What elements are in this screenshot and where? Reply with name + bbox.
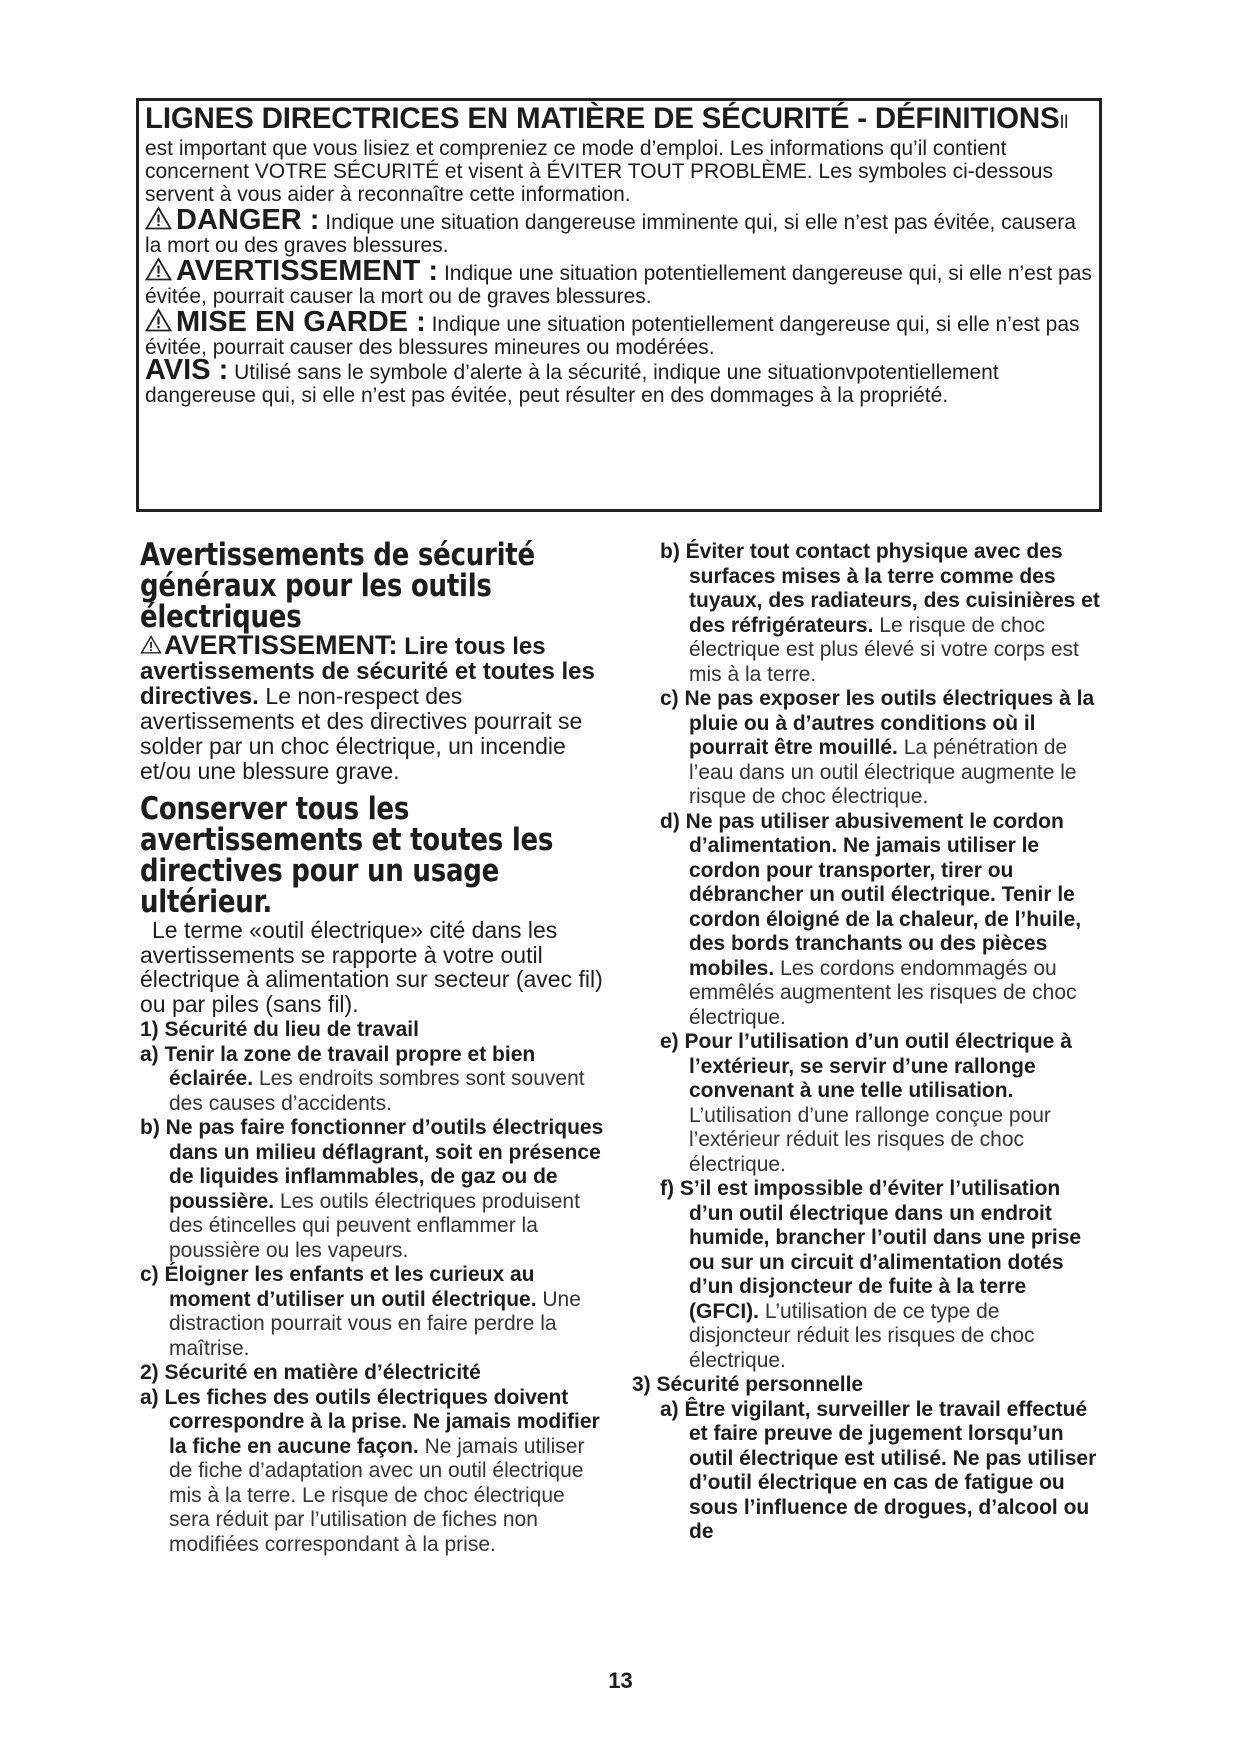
warning-triangle-icon xyxy=(145,206,172,230)
warning-triangle-icon xyxy=(145,257,172,281)
rule-1a xyxy=(140,1043,610,1117)
section-electrical-title: 2) Sécurité en matière d’électricité xyxy=(140,1361,481,1384)
definitions-intro: est important que vous lisiez et compreniez ce mode d’emploi. Les informations qu’il contient concernent VOTRE SÉCURITÉ et visent à ÉVITER TOUT PROBLÈME. Les symboles ci-dessous servent à vous aider à reconnaître cette information. xyxy=(145,137,1053,206)
rule-2d-bold: d) Ne pas utiliser abusivement le cordon d’alimentation. Ne jamais utiliser le cordon pour transporter, tirer ou débrancher un outil électrique. Tenir le cordon éloigné de la chaleur, de l’huile, des bords tranchants ou des pièces mobiles. xyxy=(660,809,1082,980)
notice-label: AVIS : xyxy=(145,354,229,386)
warning-definition xyxy=(145,257,1093,308)
section-personal-safety-title: 3) Sécurité personnelle xyxy=(632,1373,864,1396)
warning-text: Indique une situation potentiellement dangereuse qui, si elle n’est pas évitée, pourrait causer la mort ou de graves blessures. xyxy=(145,262,1092,308)
notice-text: Utilisé sans le symbole d’alerte à la sécurité, indique une situationvpotentiellement dangereuse qui, si elle n’est pas évitée, peut résulter en des dommages à la propriété. xyxy=(145,361,999,407)
rule-2e-bold-1: e) Pour l’utilisation d’un outil électrique à l’extérieur, se servir d’une rallonge xyxy=(660,1030,1072,1078)
rule-1b xyxy=(140,1116,610,1263)
rule-2e xyxy=(660,1030,1102,1177)
rule-2b-bold: b) Éviter tout contact physique avec des surfaces mises à la terre comme des tuyaux, des radiateurs, des cuisinières et des réfrigérateurs. xyxy=(660,540,1100,637)
rule-1a-bold: a) Tenir la zone de travail propre et bien éclairée. xyxy=(140,1042,536,1090)
rule-2e-text: L’utilisation d’une rallonge conçue pour l’extérieur réduit les risques de choc électrique. xyxy=(689,1103,1051,1176)
rule-2b-text: Le risque de choc électrique est plus élevé si votre corps est mis à la terre. xyxy=(689,613,1079,686)
page-number: 13 xyxy=(608,1668,633,1693)
general-warning-lead xyxy=(140,630,610,784)
rule-2a-text: Ne jamais utiliser de fiche d’adaptation avec un outil électrique mis à la terre. Le risque de choc électrique sera réduit par l’utilisation de fiches non modifiées correspondant à la prise. xyxy=(169,1434,585,1556)
rule-1b-text: Les outils électriques produisent des étincelles qui peuvent enflammer la poussière ou les vapeurs. xyxy=(169,1189,580,1262)
rule-1b-bold: b) Ne pas faire fonctionner d’outils électriques dans un milieu déflagrant, soit en présence de liquides inflammables, de gaz ou de poussière. xyxy=(140,1116,604,1213)
right-column xyxy=(632,540,1102,1545)
rule-3a xyxy=(660,1398,1102,1545)
left-column xyxy=(140,537,610,1557)
rule-2d xyxy=(660,810,1102,1031)
warning-label: AVERTISSEMENT : xyxy=(176,255,439,287)
rule-2a xyxy=(140,1386,610,1558)
section-heading-keep-instructions: Conserver tous les avertissements et toutes les directives pour un usage ultérieur. xyxy=(140,791,554,920)
rule-3a-bold: a) Être vigilant, surveiller le travail effectué et faire preuve de jugement lorsqu’un outil électrique est utilisé. Ne pas utiliser d’outil électrique en cas de fatigue ou sous l’influence de drogues, d’alcool ou de xyxy=(660,1397,1097,1543)
general-warning-text: Le non-respect des avertissements et des directives pourrait se solder par un choc électrique, un incendie et/ou une blessure grave. xyxy=(140,683,583,784)
rule-2f-bold: f) S’il est impossible d’éviter l’utilisation d’un outil électrique dans un endroit humide, brancher l’outil dans une prise ou sur un circuit d’alimentation dotés d’un disjoncteur de fuite à la terre (GFCI). xyxy=(660,1177,1082,1323)
caution-definition xyxy=(145,308,1093,359)
warning-triangle-icon xyxy=(145,308,172,332)
danger-definition xyxy=(145,206,1093,257)
rule-2d-text: Les cordons endommagés ou emmêlés augmentent les risques de choc électrique. xyxy=(689,956,1077,1029)
danger-label: DANGER : xyxy=(176,204,320,236)
caution-label: MISE EN GARDE : xyxy=(176,306,426,338)
rule-2c xyxy=(660,687,1102,810)
general-warning-bold: Lire tous les avertissements de sécurité et toutes les directives. xyxy=(140,633,595,710)
rule-2e-bold-2: convenant à une telle utilisation. xyxy=(689,1079,1014,1102)
rule-2a-bold: a) Les fiches des outils électriques doivent correspondre à la prise. Ne jamais modifier la fiche en aucune façon. xyxy=(140,1385,600,1458)
section-work-area-title: 1) Sécurité du lieu de travail xyxy=(140,1018,419,1041)
notice-definition xyxy=(145,354,1093,407)
section-heading-general-warnings: Avertissements de sécurité généraux pour les outils électriques xyxy=(140,537,535,635)
definitions-title: LIGNES DIRECTRICES EN MATIÈRE DE SÉCURITÉ - DÉFINITIONSIl xyxy=(145,102,1069,135)
safety-definitions-box xyxy=(136,98,1102,512)
power-tool-definition: Le terme «outil électrique» cité dans les avertissements se rapporte à votre outil électrique à alimentation sur secteur (avec fil) ou par piles (sans fil). xyxy=(140,917,603,1017)
rule-2c-text: La pénétration de l’eau dans un outil électrique augmente le risque de choc électrique. xyxy=(689,736,1077,808)
rule-2f xyxy=(660,1177,1102,1373)
definitions-title-tail: Il xyxy=(1059,112,1069,132)
danger-text: Indique une situation dangereuse imminente qui, si elle n’est pas évitée, causera la mort ou des graves blessures. xyxy=(145,211,1076,257)
rule-2b xyxy=(660,540,1102,687)
caution-text: Indique une situation potentiellement dangereuse qui, si elle n’est pas évitée, pourrait causer des blessures mineures ou modérées. xyxy=(145,313,1080,359)
general-warning-label: AVERTISSEMENT: xyxy=(164,630,398,660)
rule-1c-text: Une distraction pourrait vous en faire perdre la maîtrise. xyxy=(169,1287,581,1360)
rule-2f-text: L’utilisation de ce type de disjoncteur réduit les risques de choc électrique. xyxy=(689,1299,1035,1372)
rule-1a-text: Les endroits sombres sont souvent des causes d’accidents. xyxy=(169,1067,585,1115)
warning-triangle-icon xyxy=(140,635,162,654)
rule-2c-bold: c) Ne pas exposer les outils électriques à la pluie ou à d’autres conditions où il pourrait être mouillé. xyxy=(660,687,1095,759)
rule-1c-bold: c) Éloigner les enfants et les curieux au moment d’utiliser un outil électrique. xyxy=(140,1263,537,1311)
rule-1c xyxy=(140,1263,610,1361)
